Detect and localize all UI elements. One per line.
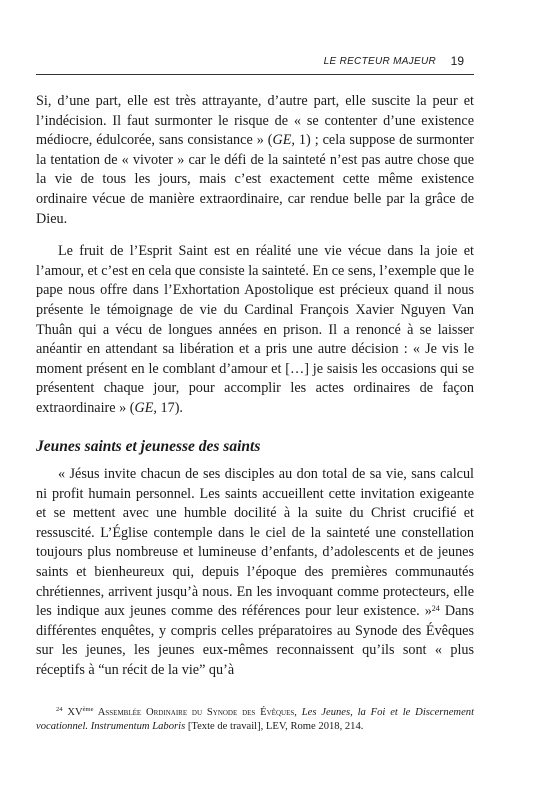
paragraph-1	[36, 92, 474, 229]
footnote-assembly: Assemblée Ordinaire du Synode des Évêques,	[93, 707, 302, 718]
paragraph-3-text-a: « Jésus invite chacun de ses disciples au don total de sa vie, sans calcul ni profit humain personnel. Les saints accueillent cette invitation exigeante et se mettent avec une humble docilité à la suite du Christ crucifié et ressuscité. L’Église contemple dans le ciel de la sainteté une constellation toujours plus nombreuse et lumineuse d’enfants, d’adolescents et de jeunes saints et bienheureux qui, depuis l’époque des premières communautés chrétiennes, arrivent jusqu’à nous. En les invoquant comme protecteurs, elle les indique aux jeunes comme des références pour leur existence. »	[36, 466, 474, 620]
body-text	[36, 92, 474, 681]
section-heading: Jeunes saints et jeunesse des saints	[36, 437, 261, 455]
footnote-number: 24	[56, 706, 63, 713]
ge-citation: GE,	[272, 132, 295, 149]
paragraph-2-text-a: Le fruit de l’Esprit Saint est en réalité une vie vécue dans la joie et l’amour, et c’est en cela que consiste la sainteté. En ce sens, l’exemple que le pape nous offre dans l’Exhortation Apostolique est précieux quand il nous présente le témoignage de vie du Cardinal François Xavier Nguyen Van Thuân qui a vécu de longues années en prison. Il a renoncé à se laisser anéantir en attendant sa libération et a pris une autre décision : « Je vis le moment présent en le comblant d’amour et […] je saisis les occasions qui se présentent chaque jour, pour accomplir les actes ordinaires de façon extraordinaire » (	[36, 243, 474, 416]
footnote-rest: [Texte de travail], LEV, Rome 2018, 214.	[185, 720, 364, 732]
footnote	[36, 706, 474, 733]
footnote-ordinal-suffix: ème	[82, 706, 94, 713]
paragraph-2	[36, 242, 474, 418]
paragraph-3-text-b: Dans différentes enquêtes, y compris celles préparatoires au Synode des Évêques sur les jeunes, les jeunes eux-mêmes reconnaissent qu’ils sont « plus réceptifs à “un récit de la vie” qu’à	[36, 603, 474, 679]
footnote-ordinal: XV	[67, 707, 83, 718]
running-title: LE RECTEUR MAJEUR	[323, 56, 436, 67]
paragraph-1-text-a: Si, d’une part, elle est très attrayante, d’autre part, elle suscite la peur et l’indécision. Il faut surmonter le risque de « se contenter d’une existence médiocre, édulcorée, sans consistance » (	[36, 93, 474, 149]
paragraph-3	[36, 465, 474, 681]
footnote-reference[interactable]: 24	[431, 604, 440, 614]
footnote-title: Les Jeunes, la Foi et le Discernement vocationnel. Instrumentum Laboris	[36, 707, 475, 732]
running-header	[36, 54, 474, 75]
ge-citation: GE,	[134, 399, 157, 416]
paragraph-2-text-b: 17).	[156, 399, 183, 416]
paragraph-1-text-b: 1) ; cela suppose de surmonter la tentation de « vivoter » car le défi de la sainteté n’est pas autre chose que la vie de tous les jours, mais c’est exactement cette même existence ordinaire vécue de manière extraordinaire, car rendue belle par la grâce de Dieu.	[36, 132, 474, 227]
page-number: 19	[450, 54, 464, 68]
